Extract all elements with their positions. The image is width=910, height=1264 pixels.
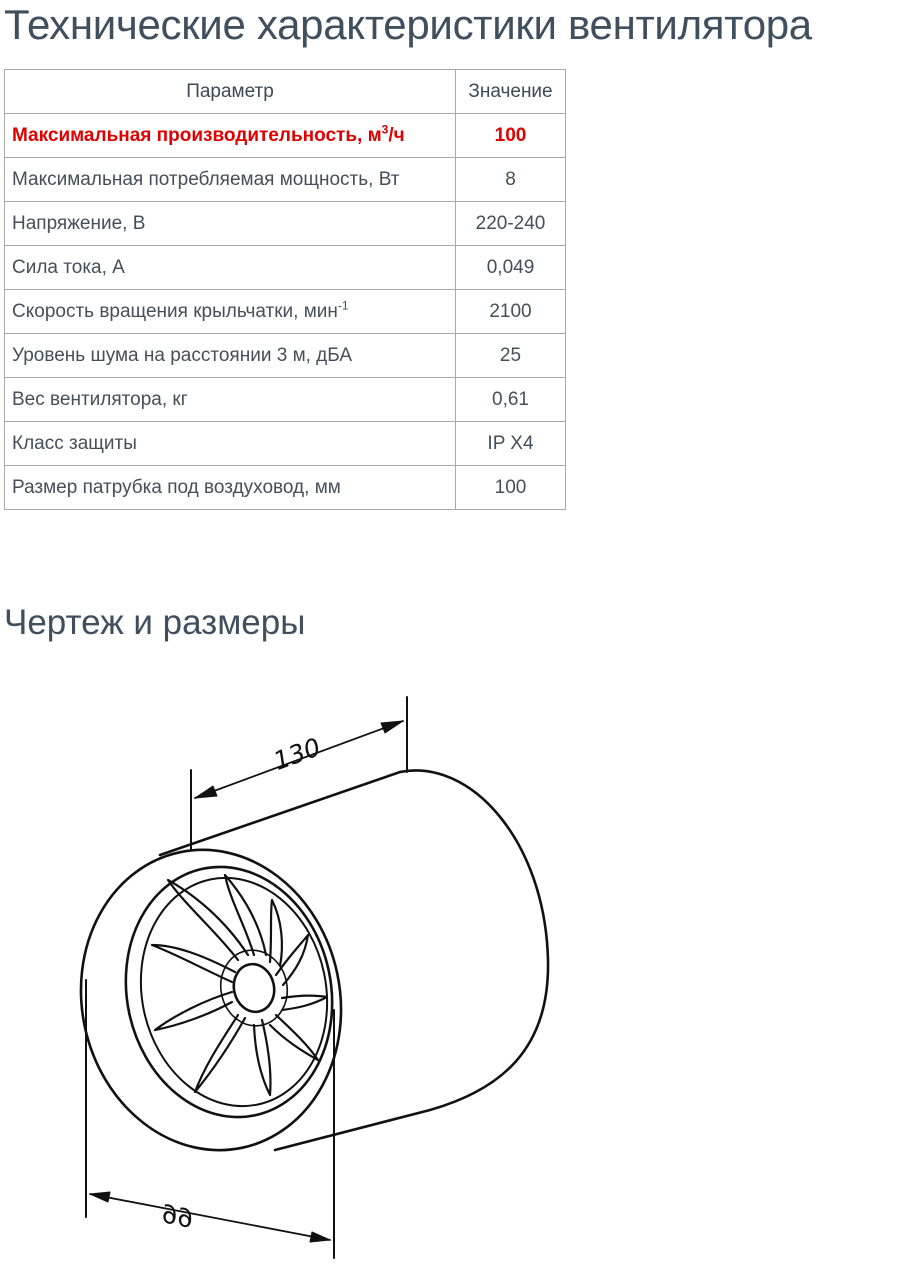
cylinder-top-edge — [160, 772, 400, 855]
arrow-head — [90, 1192, 110, 1202]
table-row — [5, 158, 566, 202]
column-header-param: Параметр — [5, 70, 456, 114]
param-cell: Напряжение, В — [5, 202, 456, 246]
param-text: Скорость вращения крыльчатки, мин — [12, 300, 338, 322]
param-cell: Вес вентилятора, кг — [5, 378, 456, 422]
table-row — [5, 290, 566, 334]
param-cell: Уровень шума на расстоянии 3 м, дБА — [5, 334, 456, 378]
dimension-label-length: 130 — [269, 732, 325, 776]
arrow-head — [195, 786, 217, 798]
param-suffix: /ч — [388, 124, 405, 146]
value-cell: 0,049 — [456, 246, 566, 290]
table-row — [5, 466, 566, 510]
param-cell — [5, 114, 456, 158]
table-row — [5, 114, 566, 158]
dimension-line-diameter — [90, 1194, 330, 1240]
arrow-head — [381, 721, 403, 733]
column-header-value: Значение — [456, 70, 566, 114]
param-superscript: -1 — [337, 298, 349, 313]
value-cell: IP X4 — [456, 422, 566, 466]
param-superscript: 3 — [381, 122, 389, 137]
table-header-row — [5, 70, 566, 114]
impeller-hub — [229, 960, 278, 1015]
specs-table — [4, 69, 566, 510]
param-cell: Класс защиты — [5, 422, 456, 466]
table-row — [5, 334, 566, 378]
value-cell: 100 — [456, 114, 566, 158]
param-cell — [5, 290, 456, 334]
value-cell: 2100 — [456, 290, 566, 334]
table-row — [5, 422, 566, 466]
value-cell: 220-240 — [456, 202, 566, 246]
dimension-label-diameter: 99 — [159, 1197, 197, 1233]
param-text: Максимальная производительность, м — [12, 124, 382, 146]
value-cell: 25 — [456, 334, 566, 378]
value-cell: 0,61 — [456, 378, 566, 422]
param-cell: Размер патрубка под воздуховод, мм — [5, 466, 456, 510]
fan-dimension-drawing — [0, 680, 600, 1264]
drawing-section-title: Чертеж и размеры — [4, 603, 306, 642]
arrow-head — [310, 1232, 330, 1242]
table-row — [5, 378, 566, 422]
table-row — [5, 202, 566, 246]
page-title: Технические характеристики вентилятора — [4, 1, 812, 48]
value-cell: 8 — [456, 158, 566, 202]
param-cell: Максимальная потребляемая мощность, Вт — [5, 158, 456, 202]
cylinder-back-edge — [275, 770, 548, 1150]
param-cell: Сила тока, А — [5, 246, 456, 290]
value-cell: 100 — [456, 466, 566, 510]
table-row — [5, 246, 566, 290]
